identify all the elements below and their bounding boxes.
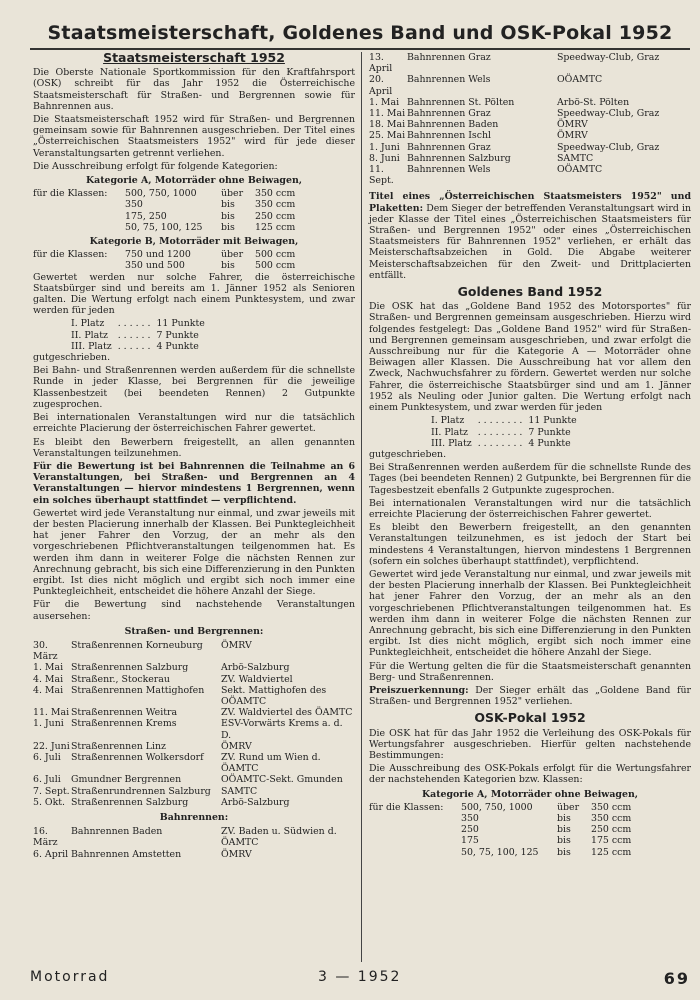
- cell: . . . . . .: [117, 340, 151, 352]
- event-name: Straßenrennen Salzburg: [71, 662, 189, 674]
- event-name: Straßenrennen Mattighofen: [71, 684, 205, 696]
- event-organizer: Arbö-St. Pölten: [557, 96, 630, 108]
- event-date: 11. Sept.: [369, 164, 394, 187]
- cell: . . . . . . . .: [477, 415, 523, 427]
- table-row: [33, 199, 295, 210]
- cell: 750 und 1200: [125, 249, 191, 261]
- cell: 7 Punkte: [528, 426, 571, 438]
- cell: bis: [557, 846, 571, 858]
- event-name: Bahnrennen Graz: [407, 108, 491, 120]
- event-row: [33, 774, 355, 785]
- cell: 175, 250: [125, 210, 167, 222]
- cell: 250 ccm: [591, 824, 632, 836]
- cell: 50, 75, 100, 125: [461, 846, 539, 858]
- paragraph: Die OSK hat für das Jahr 1952 die Verleihung des OSK-Pokals für Wertungsfahrer ausgeschrieben. Hierfür gelten nachstehende Bestimmungen:: [369, 727, 691, 761]
- cell: 500 ccm: [255, 260, 296, 272]
- osk-category-heading: Kategorie A, Motorräder ohne Beiwagen,: [421, 788, 639, 800]
- event-organizer: SAMTC: [557, 152, 594, 164]
- event-organizer: Speedway-Club, Graz: [557, 52, 660, 63]
- event-row: [369, 74, 659, 96]
- page-title: Staatsmeisterschaft, Goldenes Band und OSK-Pokal 1952: [47, 22, 673, 44]
- event-name: Straßenrennen Salzburg: [71, 796, 189, 808]
- event-organizer: SAMTC: [221, 785, 258, 797]
- category-b-heading: Kategorie B, Motorräder mit Beiwagen,: [89, 236, 299, 248]
- paragraph: Bei Straßenrennen werden außerdem für die schnellste Runde des Tages (bei beendeten Rennen) 2 Gutpunkte, bei Bergrennen für die Tagesbestzeit ebenfalls 2 Gutpunkte zugesprochen.: [369, 462, 691, 496]
- event-date: 7. Sept.: [33, 785, 70, 797]
- event-name: Straßenrennen Weitra: [71, 707, 178, 719]
- event-organizer: OÖAMTC: [557, 74, 603, 86]
- event-organizer: ZV. Baden u. Südwien d. ÖAMTC: [221, 826, 337, 849]
- left-column: [33, 52, 355, 860]
- cell: [369, 824, 461, 835]
- paragraph: Gewertet wird jede Veranstaltung nur einmal, und zwar jeweils mit der besten Placierung innerhalb der Klassen. Bei Punktegleichheit hat jener Fahrer den Vorzug, der an mehr als den vorgeschriebenen Pflichtveranstaltungen teilgenommen hat. Es werden ihm dann in weiterer Folge die nächsten Rennen zur Anrechnung gebracht, bis sich eine Differenzierung in den Punkten ergibt. Ist dies nicht möglich und ergibt sich noch immer eine Punktegleichheit, entscheidet die höhere Anzahl der Siege.: [33, 507, 355, 598]
- cell: 250 ccm: [255, 210, 296, 222]
- paragraph: Für die Wertung gelten die für die Staatsmeisterschaft genannten Berg- und Straßenrennen.: [369, 660, 691, 683]
- event-date: 4. Mai: [33, 673, 64, 685]
- event-organizer: OÖAMTC-Sekt. Gmunden: [221, 774, 343, 786]
- event-date: 20. April: [369, 74, 393, 97]
- event-row: [33, 849, 355, 860]
- table-row: [369, 802, 631, 813]
- cell: für die Klassen:: [33, 249, 108, 261]
- cell: [33, 260, 125, 271]
- cell: 500 ccm: [255, 249, 296, 261]
- event-row: [369, 108, 659, 119]
- event-name: Bahnrennen Amstetten: [71, 848, 182, 860]
- cell: bis: [557, 835, 571, 847]
- category-a-heading: Kategorie A, Motorräder ohne Beiwagen,: [85, 175, 303, 187]
- table-row: [33, 188, 295, 199]
- paragraph: Gewertet wird jede Veranstaltung nur einmal, und zwar jeweils mit der besten Placierung innerhalb der Klassen. Bei Punktegleichheit hat jener Fahrer den Vorzug, der an mehr als an den vorgeschriebenen Pflichtveranstaltungen teilgenommen hat. Es werden ihm dann in weiterer Folge die nächsten Rennen zur Anrechnung gebracht, bis sich eine Differenzierung in den Punkten ergibt. Ist dies nicht möglich, ergibt sich noch immer eine Punktegleichheit, entscheidet die höhere Anzahl der Siege.: [369, 568, 691, 659]
- event-date: 13. April: [369, 52, 393, 75]
- event-date: 8. Juni: [369, 152, 400, 164]
- event-organizer: Arbö-Salzburg: [221, 796, 290, 808]
- paragraph: Die Staatsmeisterschaft 1952 wird für Straßen- und Bergrennen gemeinsam sowie für Bahnrennen ausgeschrieben. Der Titel eines „Österreichischen Staatsmeisters 1952" wird für jede dieser Veranstaltungsarten getrennt verliehen.: [33, 114, 355, 159]
- paragraph: Es bleibt den Bewerbern freigestellt, an allen genannten Veranstaltungen teilzunehmen.: [33, 436, 355, 459]
- event-date: 1. Juni: [369, 141, 400, 153]
- table-row: [369, 824, 631, 835]
- road-events-table: [33, 640, 355, 808]
- event-row: [33, 707, 355, 718]
- track-races-heading: Bahnrennen:: [159, 812, 229, 823]
- cell: für die Klassen:: [33, 188, 108, 200]
- cell: II. Platz: [71, 329, 108, 341]
- event-name: Straßenrennen Linz: [71, 740, 166, 752]
- event-organizer: ESV-Vorwärts Krems a. d. D.: [221, 718, 343, 741]
- event-row: [33, 674, 355, 685]
- event-row: [33, 640, 355, 662]
- event-name: Bahnrennen St. Pölten: [407, 96, 515, 108]
- table-row: [369, 835, 631, 846]
- event-row: [369, 52, 659, 74]
- magazine-name: Motorrad: [30, 969, 110, 985]
- table-row: [33, 211, 295, 222]
- paragraph: Bei Bahn- und Straßenrennen werden außerdem für die schnellste Runde in jeder Klasse, bei Bergrennen für die jeweilige Klassenbestzeit (bei beendeten Rennen) 2 Gutpunkte zugesprochen.: [33, 365, 355, 410]
- titel-heading: Titel eines „Österreichischen Staatsmeisters 1952" und Plaketten:: [369, 191, 691, 214]
- track-events-table-left: [33, 826, 355, 860]
- event-organizer: ÖMRV: [221, 639, 252, 651]
- event-row: [33, 826, 355, 848]
- cell: I. Platz: [431, 415, 465, 427]
- paragraph: Bei internationalen Veranstaltungen wird nur die tatsächlich erreichte Placierung der österreichischen Fahrer gewertet.: [369, 497, 691, 520]
- event-organizer: ÖMRV: [221, 740, 252, 752]
- event-name: Bahnrennen Graz: [407, 52, 491, 63]
- paragraph: gutgeschrieben.: [369, 448, 447, 460]
- section-heading-osk-pokal: OSK-Pokal 1952: [474, 710, 586, 726]
- event-organizer: Arbö-Salzburg: [221, 662, 290, 674]
- paragraph: Gewertet werden nur solche Fahrer, die österreichische Staatsbürger sind und bereits am 1. Jänner 1952 als Senioren galten. Die Wertung erfolgt nach einem Punktesystem, und zwar werden für jeden: [33, 271, 355, 317]
- category-b-table: [33, 249, 295, 271]
- cell: [369, 847, 461, 858]
- table-row: [33, 249, 295, 260]
- gb-points-table: [431, 415, 583, 449]
- paragraph: Die OSK hat das „Goldene Band 1952 des Motorsportes" für Straßen- und Bergrennen gemeinsam ausgeschrieben. Hierzu wird folgendes festgelegt: Das „Goldene Band 1952" wird für Straßen- und Bergrennen gemeinsam ausgeschrieben, und zwar erfolgt die Ausschreibung nur für die Kategorie A — Motorräder ohne Beiwagen aller Klassen. Die Ausschreibung hat vor allem den Zweck, Nachwuchsfahrer zu fördern. Gewertet werden nur solche Fahrer, die österreichische Staatsbürger sind und am 1. Jänner 1952 als Neuling oder Junior galten. Die Wertung erfolgt nach einem Punktesystem, und zwar werden für jeden: [369, 301, 691, 414]
- event-row: [369, 119, 659, 130]
- cell: 350 und 500: [125, 260, 185, 272]
- event-name: Straßenrennen Krems: [71, 718, 177, 730]
- event-row: [369, 164, 659, 186]
- event-row: [33, 662, 355, 673]
- paragraph: Es bleibt den Bewerbern freigestellt, an den genannten Veranstaltungen teilzunehmen, es ist jedoch der Start bei mindestens 4 Veranstaltungen, hiervon mindestens 1 Bergrennen (sofern ein solches überhaupt stattfindet), verpflichtend.: [369, 522, 691, 567]
- event-date: 1. Juni: [33, 718, 64, 730]
- event-organizer: ZV. Waldviertel des ÖAMTC: [221, 707, 353, 719]
- event-name: Straßenrennen Wolkersdorf: [71, 751, 204, 763]
- event-date: 4. Mai: [33, 684, 64, 696]
- cell: über: [221, 249, 244, 261]
- cell: 11 Punkte: [156, 318, 205, 330]
- event-date: 5. Okt.: [33, 796, 66, 808]
- cell: bis: [221, 210, 235, 222]
- paragraph: Die Ausschreibung des OSK-Pokals erfolgt für die Wertungsfahrer der nachstehenden Kategorien bzw. Klassen:: [369, 763, 691, 786]
- track-events-table-right: [369, 52, 659, 186]
- cell: I. Platz: [71, 318, 105, 330]
- table-row: [431, 415, 583, 426]
- cell: über: [557, 801, 580, 813]
- event-organizer: ZV. Rund um Wien d. ÖAMTC: [221, 751, 321, 775]
- cell: . . . . . .: [117, 329, 151, 341]
- event-name: Gmundner Bergrennen: [71, 774, 182, 786]
- event-organizer: OÖAMTC: [557, 164, 603, 176]
- cell: 7 Punkte: [156, 329, 199, 341]
- event-date: 6. Juli: [33, 774, 61, 786]
- event-date: 11. Mai: [33, 707, 70, 719]
- osk-category-table: [369, 802, 631, 858]
- event-row: [369, 130, 659, 141]
- table-row: [71, 318, 211, 329]
- event-organizer: Speedway-Club, Graz: [557, 141, 660, 153]
- event-name: Bahnrennen Graz: [407, 141, 491, 153]
- event-date: 11. Mai: [369, 108, 406, 120]
- cell: 4 Punkte: [528, 437, 571, 449]
- cell: III. Platz: [71, 340, 112, 352]
- table-row: [33, 260, 295, 271]
- event-name: Bahnrennen Salzburg: [407, 152, 511, 164]
- event-date: 6. Juli: [33, 751, 61, 763]
- table-row: [431, 438, 583, 449]
- prize-heading: Preiszuerkennung:: [369, 684, 469, 696]
- cell: bis: [221, 199, 235, 211]
- event-date: 22. Juni: [33, 740, 70, 752]
- cell: [369, 813, 461, 824]
- cell: III. Platz: [431, 437, 472, 449]
- event-row: [33, 718, 355, 740]
- cell: für die Klassen:: [369, 801, 444, 813]
- event-name: Bahnrennen Wels: [407, 74, 491, 86]
- table-row: [71, 330, 211, 341]
- event-name: Bahnrennen Baden: [71, 826, 163, 838]
- event-row: [369, 97, 659, 108]
- event-row: [33, 752, 355, 774]
- cell: II. Platz: [431, 426, 468, 438]
- event-row: [369, 142, 659, 153]
- event-row: [33, 741, 355, 752]
- cell: bis: [221, 221, 235, 233]
- cell: 125 ccm: [255, 221, 296, 233]
- prize-text: Der Sieger erhält das „Goldene Band für Straßen- und Bergrennen 1952" verliehen.: [369, 684, 691, 708]
- cell: bis: [557, 813, 571, 824]
- paragraph: Die Oberste Nationale Sportkommission für den Kraftfahrsport (OSK) schreibt für das Jahr 1952 die Österreichische Staatsmeisterschaft für Straßen- und Bergrennen sowie für Bahnrennen aus.: [33, 67, 355, 112]
- titel-text: Dem Sieger der betreffenden Veranstaltungsart wird in jeder Klasse der Titel eines „Österreichischen Staatsmeisters für Straßen- und Bergrennen 1952" oder eines „Österreichischen Staatsmeisters für Bahnrennen 1952" verliehen, er erhält das Meisterschaftsabzeichen in Gold. Die Abgabe weiterer Meisterschaftsabzeichen für den Zweit- und Drittplacierten entfällt.: [369, 202, 692, 281]
- event-organizer: Sekt. Mattighofen des OÖAMTC: [221, 684, 327, 707]
- event-organizer: ZV. Waldviertel: [221, 673, 293, 685]
- event-organizer: ÖMRV: [557, 119, 588, 131]
- table-row: [369, 813, 631, 824]
- cell: 250: [461, 824, 479, 836]
- paragraph: Für die Bewertung sind nachstehende Veranstaltungen ausersehen:: [33, 599, 355, 622]
- cell: 500, 750, 1000: [461, 801, 533, 813]
- column-divider: [361, 52, 362, 962]
- cell: 175 ccm: [591, 835, 632, 847]
- event-name: Straßenr., Stockerau: [71, 673, 170, 685]
- cell: 350 ccm: [255, 199, 296, 211]
- points-table: [71, 318, 211, 352]
- event-name: Straßenrundrennen Salzburg: [71, 785, 211, 797]
- cell: . . . . . . . .: [477, 426, 523, 438]
- event-date: 6. April: [33, 848, 69, 860]
- event-date: 18. Mai: [369, 119, 406, 131]
- event-date: 1. Mai: [369, 96, 400, 108]
- cell: über: [221, 188, 244, 200]
- category-a-table: [33, 188, 295, 233]
- cell: bis: [557, 824, 571, 836]
- cell: 350: [461, 813, 479, 824]
- cell: 4 Punkte: [156, 340, 199, 352]
- cell: 50, 75, 100, 125: [125, 221, 203, 233]
- event-organizer: Speedway-Club, Graz: [557, 108, 660, 120]
- cell: . . . . . .: [117, 318, 151, 330]
- cell: 350: [125, 199, 143, 211]
- cell: [33, 211, 125, 222]
- event-row: [369, 153, 659, 164]
- cell: 350 ccm: [255, 188, 296, 200]
- section-heading-staatsmeisterschaft: Staatsmeisterschaft 1952: [103, 50, 285, 65]
- cell: [33, 222, 125, 233]
- cell: 500, 750, 1000: [125, 188, 197, 200]
- table-row: [33, 222, 295, 233]
- event-row: [33, 786, 355, 797]
- section-heading-goldenes-band: Goldenes Band 1952: [457, 284, 603, 300]
- event-organizer: ÖMRV: [221, 848, 252, 860]
- paragraph-bold: Für die Bewertung ist bei Bahnrennen die Teilnahme an 6 Veranstaltungen, bei Straßen- und Bergrennen an 4 Veranstaltungen — hiervor mindestens 1 Bergrennen, wenn ein solches überhaupt stattfindet — verpflichtend.: [33, 460, 355, 506]
- cell: . . . . . . . .: [477, 437, 523, 449]
- cell: 125 ccm: [591, 846, 632, 858]
- event-date: 1. Mai: [33, 662, 64, 674]
- cell: [33, 199, 125, 210]
- event-date: 16. März: [33, 826, 58, 849]
- table-row: [431, 427, 583, 438]
- event-date: 25. Mai: [369, 130, 406, 142]
- table-row: [369, 847, 631, 858]
- event-name: Bahnrennen Baden: [407, 119, 499, 131]
- cell: 175: [461, 835, 479, 847]
- event-row: [33, 797, 355, 808]
- road-races-heading: Straßen- und Bergrennen:: [124, 625, 264, 637]
- cell: bis: [221, 260, 235, 272]
- right-column: [369, 52, 691, 858]
- table-row: [71, 341, 211, 352]
- event-organizer: ÖMRV: [557, 130, 588, 142]
- event-name: Bahnrennen Ischl: [407, 130, 492, 142]
- paragraph: Die Ausschreibung erfolgt für folgende Kategorien:: [33, 160, 278, 172]
- event-name: Straßenrennen Korneuburg: [71, 639, 203, 651]
- paragraph: gutgeschrieben.: [33, 352, 111, 364]
- cell: 350 ccm: [591, 813, 632, 824]
- page-number: 69: [663, 969, 690, 988]
- cell: 350 ccm: [591, 801, 632, 813]
- issue-number: 3 — 1952: [318, 969, 402, 985]
- event-row: [33, 685, 355, 707]
- cell: [369, 835, 461, 846]
- paragraph: Bei internationalen Veranstaltungen wird nur die tatsächlich erreichte Placierung der österreichischen Fahrer gewertet.: [33, 412, 355, 435]
- event-date: 30. März: [33, 639, 58, 663]
- event-name: Bahnrennen Wels: [407, 164, 491, 176]
- cell: 11 Punkte: [528, 415, 577, 427]
